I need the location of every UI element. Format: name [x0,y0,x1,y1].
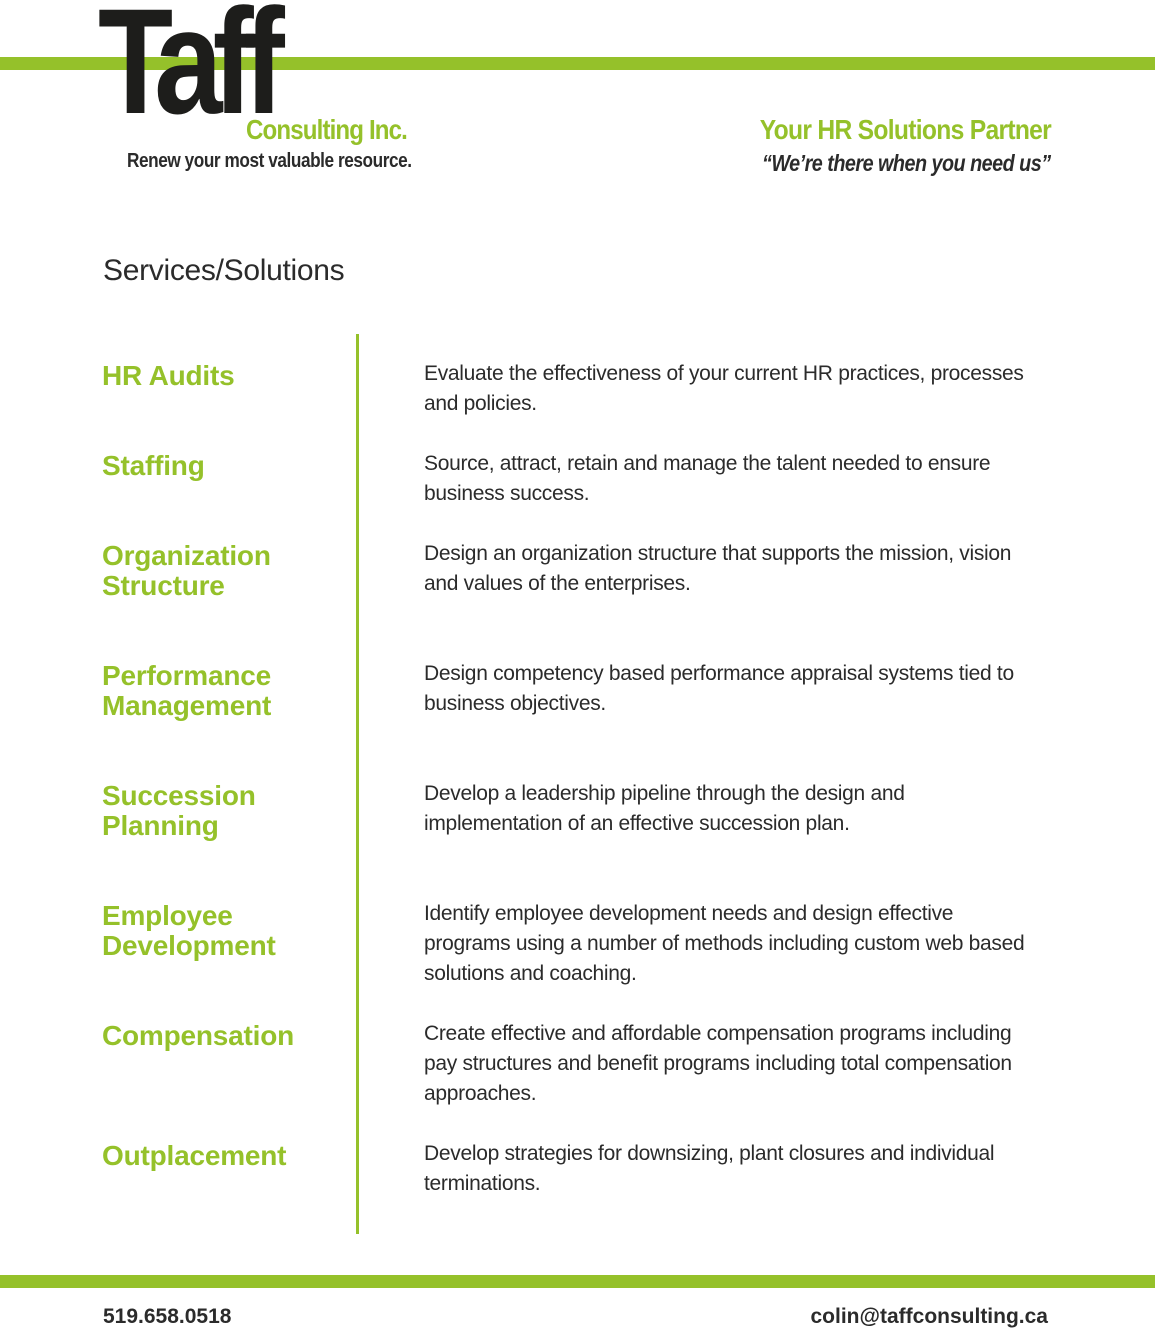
service-name-staffing: Staffing [102,450,205,481]
service-name-performance-management: Performance Management [102,660,272,721]
service-name-succession-planning: Succession Planning [102,780,256,841]
service-name-outplacement: Outplacement [102,1140,287,1171]
footer-email-link[interactable]: colin@taffconsulting.ca [810,1305,1048,1328]
bottom-accent-bar [0,1275,1155,1288]
service-description-outplacement: Develop strategies for downsizing, plant closures and individual terminations. [424,1142,995,1195]
company-motto: “We’re there when you need us” [762,150,1051,176]
service-name-employee-development: Employee Development [102,900,276,961]
service-description-employee-development: Identify employee development needs and design effective programs using a number of methods including custom web based solutions and coaching. [424,902,1025,985]
service-description-organization-structure: Design an organization structure that supports the mission, vision and values of the enterprises. [424,542,1012,595]
service-name-hr-audits: HR Audits [102,360,235,391]
service-description-hr-audits: Evaluate the effectiveness of your current HR practices, processes and policies. [424,362,1024,415]
logo-subtitle: Consulting Inc. [246,114,408,145]
service-description-succession-planning: Develop a leadership pipeline through the design and implementation of an effective succession plan. [424,782,905,835]
service-description-performance-management: Design competency based performance appraisal systems tied to business objectives. [424,662,1014,715]
section-title: Services/Solutions [103,254,345,287]
company-tagline: Renew your most valuable resource. [127,150,412,172]
service-name-compensation: Compensation [102,1020,295,1051]
partner-headline: Your HR Solutions Partner [759,114,1051,145]
service-description-compensation: Create effective and affordable compensation programs including pay structures and benefit programs including total compensation approaches. [424,1022,1012,1105]
service-name-organization-structure: Organization Structure [102,540,271,601]
logo-wordmark: Taff [98,0,275,145]
service-description-staffing: Source, attract, retain and manage the talent needed to ensure business success. [424,452,991,505]
footer-phone: 519.658.0518 [103,1305,232,1328]
